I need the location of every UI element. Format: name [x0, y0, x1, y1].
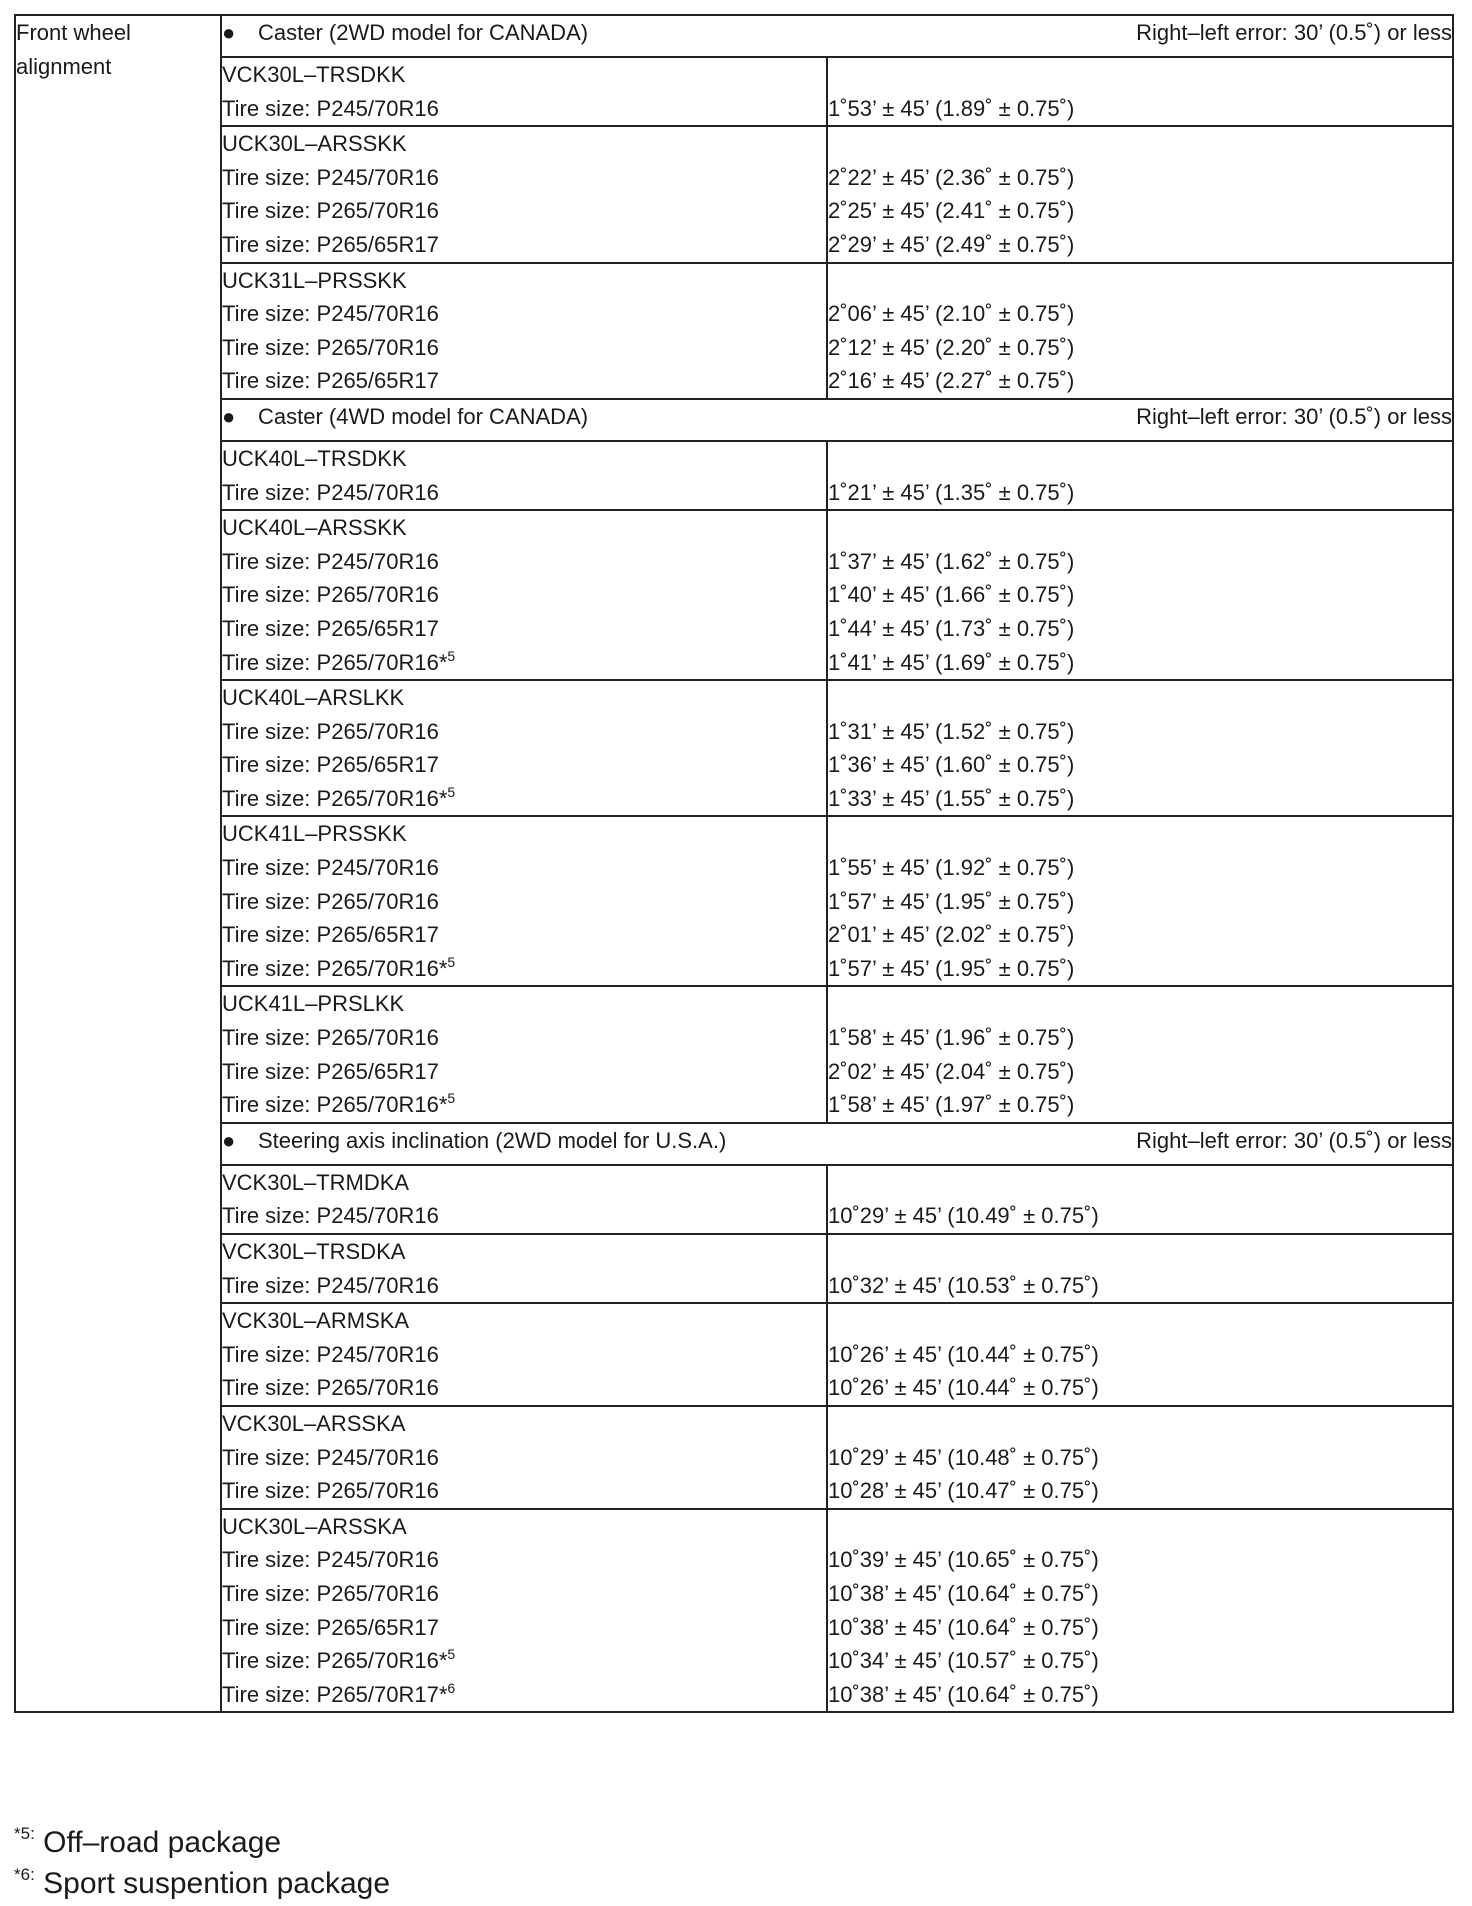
model-group-row — [15, 441, 1453, 510]
footnote-ref: 5 — [447, 1646, 456, 1663]
model-group-row — [15, 1406, 1453, 1509]
footnote-ref: 5 — [447, 783, 456, 800]
footnote-ref: 5 — [447, 953, 456, 970]
model-code: UCK30L–ARSSKA — [222, 1513, 407, 1539]
tire-size-text: Tire size: P265/70R16 — [222, 582, 439, 608]
spec-value: 1˚40’ ± 45’ (1.66˚ ± 0.75˚) — [828, 582, 1075, 608]
model-cell — [221, 441, 827, 510]
value-cell — [827, 1509, 1453, 1713]
model-code: VCK30L–ARMSKA — [222, 1308, 410, 1334]
spec-value: 1˚33’ ± 45’ (1.55˚ ± 0.75˚) — [828, 785, 1075, 811]
model-cell — [221, 986, 827, 1122]
value-cell — [827, 1165, 1453, 1234]
model-cell — [221, 510, 827, 680]
tire-size — [222, 578, 826, 612]
model-group-row — [15, 1165, 1453, 1234]
tire-size — [222, 646, 826, 680]
tire-size-text: Tire size: P265/65R17 — [222, 615, 439, 641]
spec-value: 1˚58’ ± 45’ (1.97˚ ± 0.75˚) — [828, 1092, 1075, 1118]
tire-size-text: Tire size: P265/70R17* — [222, 1681, 448, 1707]
spec-value: 10˚38’ ± 45’ (10.64˚ ± 0.75˚) — [828, 1681, 1099, 1707]
spec-value: 1˚55’ ± 45’ (1.92˚ ± 0.75˚) — [828, 855, 1075, 881]
tire-size — [222, 715, 826, 749]
spec-value: 1˚37’ ± 45’ (1.62˚ ± 0.75˚) — [828, 548, 1075, 574]
section-note: Right–left error: 30’ (0.5˚) or less — [1136, 403, 1452, 429]
spec-value: 10˚29’ ± 45’ (10.49˚ ± 0.75˚) — [828, 1203, 1099, 1229]
model-cell — [221, 57, 827, 126]
tire-size-text: Tire size: P265/70R16* — [222, 955, 448, 981]
tire-size — [222, 1055, 826, 1089]
spec-value: 2˚12’ ± 45’ (2.20˚ ± 0.75˚) — [828, 334, 1075, 360]
spec-value: 2˚29’ ± 45’ (2.49˚ ± 0.75˚) — [828, 231, 1075, 257]
tire-size — [222, 1199, 826, 1233]
blank-line — [828, 264, 1452, 298]
blank-line — [828, 127, 1452, 161]
spec-value: 1˚36’ ± 45’ (1.60˚ ± 0.75˚) — [828, 752, 1075, 778]
tire-size-text: Tire size: P245/70R16 — [222, 1444, 439, 1470]
model-group-row — [15, 510, 1453, 680]
model-cell — [221, 126, 827, 262]
value-cell — [827, 986, 1453, 1122]
tire-size — [222, 1269, 826, 1303]
tire-size-text: Tire size: P265/70R16 — [222, 1025, 439, 1051]
tire-size — [222, 1474, 826, 1508]
tire-size — [222, 1338, 826, 1372]
value-cell — [827, 126, 1453, 262]
tire-size-text: Tire size: P265/65R17 — [222, 1614, 439, 1640]
model-code: UCK31L–PRSSKK — [222, 267, 407, 293]
spec-value: 2˚22’ ± 45’ (2.36˚ ± 0.75˚) — [828, 164, 1075, 190]
footnotes — [14, 1822, 390, 1904]
tire-size-text: Tire size: P245/70R16 — [222, 855, 439, 881]
value-cell — [827, 1234, 1453, 1303]
tire-size-text: Tire size: P265/70R16* — [222, 1648, 448, 1674]
spec-table-body — [15, 15, 1453, 1712]
blank-line — [828, 1304, 1452, 1338]
tire-size — [222, 612, 826, 646]
row-label: Front wheel alignment — [15, 15, 221, 1712]
model-group-row — [15, 126, 1453, 262]
model-group-row — [15, 1303, 1453, 1406]
value-cell — [827, 816, 1453, 986]
spec-value: 1˚57’ ± 45’ (1.95˚ ± 0.75˚) — [828, 955, 1075, 981]
tire-size — [222, 476, 826, 510]
spec-value: 1˚58’ ± 45’ (1.96˚ ± 0.75˚) — [828, 1025, 1075, 1051]
tire-size — [222, 851, 826, 885]
tire-size-text: Tire size: P265/70R16 — [222, 198, 439, 224]
blank-line — [828, 511, 1452, 545]
section-header-row — [15, 399, 1453, 441]
tire-size-text: Tire size: P265/70R16 — [222, 1580, 439, 1606]
section-title: Caster (4WD model for CANADA) — [258, 403, 589, 429]
tire-size — [222, 1371, 826, 1405]
blank-line — [828, 817, 1452, 851]
model-cell — [221, 263, 827, 399]
tire-size — [222, 1021, 826, 1055]
tire-size — [222, 918, 826, 952]
model-code: VCK30L–TRSDKA — [222, 1239, 406, 1264]
tire-size — [222, 161, 826, 195]
model-group-row — [15, 680, 1453, 816]
spec-value: 2˚25’ ± 45’ (2.41˚ ± 0.75˚) — [828, 198, 1075, 224]
bullet-icon: ● — [222, 1127, 236, 1153]
model-code: UCK41L–PRSLKK — [222, 991, 405, 1017]
model-cell — [221, 1234, 827, 1303]
tire-size — [222, 228, 826, 262]
model-cell — [221, 1509, 827, 1713]
tire-size — [222, 364, 826, 398]
footnote-ref: 5 — [447, 1090, 456, 1107]
tire-size-text: Tire size: P245/70R16 — [222, 479, 439, 505]
model-cell — [221, 1303, 827, 1406]
tire-size-text: Tire size: P265/65R17 — [222, 922, 439, 948]
model-group-row — [15, 57, 1453, 126]
model-code: UCK30L–ARSSKK — [222, 131, 407, 157]
tire-size — [222, 92, 826, 126]
value-cell — [827, 1303, 1453, 1406]
tire-size-text: Tire size: P265/65R17 — [222, 1058, 439, 1084]
tire-size-text: Tire size: P265/65R17 — [222, 752, 439, 778]
footnote-text: Sport suspention package — [43, 1867, 391, 1900]
spec-value: 2˚06’ ± 45’ (2.10˚ ± 0.75˚) — [828, 301, 1075, 327]
tire-size — [222, 1441, 826, 1475]
tire-size — [222, 297, 826, 331]
model-cell — [221, 1165, 827, 1234]
model-group-row — [15, 816, 1453, 986]
blank-line — [828, 681, 1452, 715]
tire-size-text: Tire size: P245/70R16 — [222, 1547, 439, 1573]
tire-size — [222, 545, 826, 579]
tire-size-text: Tire size: P245/70R16 — [222, 95, 439, 121]
tire-size-text: Tire size: P245/70R16 — [222, 1272, 439, 1298]
tire-size-text: Tire size: P265/70R16 — [222, 1375, 439, 1401]
tire-size-text: Tire size: P245/70R16 — [222, 548, 439, 574]
tire-size-text: Tire size: P265/70R16* — [222, 1092, 448, 1118]
tire-size — [222, 1577, 826, 1611]
spec-value: 1˚57’ ± 45’ (1.95˚ ± 0.75˚) — [828, 888, 1075, 914]
section-header — [221, 399, 1453, 441]
spec-value: 10˚26’ ± 45’ (10.44˚ ± 0.75˚) — [828, 1375, 1099, 1401]
tire-size — [222, 748, 826, 782]
tire-size-text: Tire size: P265/70R16* — [222, 785, 448, 811]
section-title: Steering axis inclination (2WD model for U.S.A.) — [258, 1127, 727, 1153]
footnote — [14, 1863, 390, 1904]
value-cell — [827, 1406, 1453, 1509]
blank-line — [828, 1407, 1452, 1441]
section-note: Right–left error: 30’ (0.5˚) or less — [1136, 20, 1452, 45]
bullet-icon: ● — [222, 20, 236, 45]
tire-size — [222, 885, 826, 919]
blank-line — [828, 1235, 1452, 1269]
alignment-spec-table — [14, 14, 1454, 1713]
blank-line — [828, 58, 1452, 92]
tire-size-text: Tire size: P265/70R16 — [222, 334, 439, 360]
model-group-row — [15, 263, 1453, 399]
model-group-row — [15, 1509, 1453, 1713]
spec-value: 1˚53’ ± 45’ (1.89˚ ± 0.75˚) — [828, 95, 1075, 121]
tire-size-text: Tire size: P265/70R16 — [222, 1478, 439, 1504]
section-header-row — [15, 1123, 1453, 1165]
section-note: Right–left error: 30’ (0.5˚) or less — [1136, 1127, 1452, 1153]
footnote-ref: 6 — [447, 1679, 456, 1696]
spec-value: 1˚31’ ± 45’ (1.52˚ ± 0.75˚) — [828, 718, 1075, 744]
footnote-mark: *6: — [14, 1865, 35, 1884]
tire-size — [222, 1088, 826, 1122]
spec-value: 1˚21’ ± 45’ (1.35˚ ± 0.75˚) — [828, 479, 1075, 505]
model-code: VCK30L–TRSDKK — [222, 62, 406, 87]
section-header — [221, 15, 1453, 57]
tire-size-text: Tire size: P245/70R16 — [222, 301, 439, 327]
tire-size-text: Tire size: P245/70R16 — [222, 164, 439, 190]
footnote-mark: *5: — [14, 1824, 35, 1843]
footnote — [14, 1822, 390, 1863]
tire-size-text: Tire size: P265/65R17 — [222, 231, 439, 257]
spec-value: 2˚02’ ± 45’ (2.04˚ ± 0.75˚) — [828, 1058, 1075, 1084]
value-cell — [827, 441, 1453, 510]
model-cell — [221, 680, 827, 816]
spec-value: 1˚41’ ± 45’ (1.69˚ ± 0.75˚) — [828, 649, 1075, 675]
blank-line — [828, 987, 1452, 1021]
spec-value: 10˚34’ ± 45’ (10.57˚ ± 0.75˚) — [828, 1648, 1099, 1674]
spec-value: 10˚32’ ± 45’ (10.53˚ ± 0.75˚) — [828, 1272, 1099, 1298]
section-header-row — [15, 15, 1453, 57]
tire-size-text: Tire size: P265/70R16* — [222, 649, 448, 675]
tire-size-text: Tire size: P265/65R17 — [222, 368, 439, 394]
tire-size — [222, 194, 826, 228]
spec-value: 10˚39’ ± 45’ (10.65˚ ± 0.75˚) — [828, 1547, 1099, 1573]
footnote-ref: 5 — [447, 647, 456, 664]
model-code: UCK40L–TRSDKK — [222, 445, 407, 471]
tire-size — [222, 1611, 826, 1645]
spec-value: 10˚38’ ± 45’ (10.64˚ ± 0.75˚) — [828, 1614, 1099, 1640]
model-code: VCK30L–TRMDKA — [222, 1169, 410, 1195]
value-cell — [827, 57, 1453, 126]
spec-value: 10˚28’ ± 45’ (10.47˚ ± 0.75˚) — [828, 1478, 1099, 1504]
tire-size — [222, 331, 826, 365]
blank-line — [828, 442, 1452, 476]
spec-value: 10˚38’ ± 45’ (10.64˚ ± 0.75˚) — [828, 1580, 1099, 1606]
spec-value: 1˚44’ ± 45’ (1.73˚ ± 0.75˚) — [828, 615, 1075, 641]
model-cell — [221, 816, 827, 986]
value-cell — [827, 680, 1453, 816]
model-code: UCK41L–PRSSKK — [222, 821, 407, 847]
blank-line — [828, 1510, 1452, 1544]
model-group-row — [15, 1234, 1453, 1303]
bullet-icon: ● — [222, 403, 236, 429]
model-group-row — [15, 986, 1453, 1122]
model-code: VCK30L–ARSSKA — [222, 1410, 406, 1436]
section-title: Caster (2WD model for CANADA) — [258, 20, 589, 45]
tire-size-text: Tire size: P265/70R16 — [222, 888, 439, 914]
spec-value: 2˚16’ ± 45’ (2.27˚ ± 0.75˚) — [828, 368, 1075, 394]
tire-size-text: Tire size: P265/70R16 — [222, 718, 439, 744]
tire-size — [222, 1644, 826, 1678]
tire-size-text: Tire size: P245/70R16 — [222, 1341, 439, 1367]
spec-value: 10˚26’ ± 45’ (10.44˚ ± 0.75˚) — [828, 1341, 1099, 1367]
tire-size — [222, 952, 826, 986]
blank-line — [828, 1166, 1452, 1200]
model-code: UCK40L–ARSLKK — [222, 685, 405, 711]
model-code: UCK40L–ARSSKK — [222, 515, 407, 541]
footnote-text: Off–road package — [43, 1826, 282, 1859]
spec-value: 10˚29’ ± 45’ (10.48˚ ± 0.75˚) — [828, 1444, 1099, 1470]
tire-size — [222, 782, 826, 816]
spec-value: 2˚01’ ± 45’ (2.02˚ ± 0.75˚) — [828, 922, 1075, 948]
value-cell — [827, 510, 1453, 680]
tire-size — [222, 1543, 826, 1577]
tire-size-text: Tire size: P245/70R16 — [222, 1203, 439, 1229]
section-header — [221, 1123, 1453, 1165]
model-cell — [221, 1406, 827, 1509]
tire-size — [222, 1678, 826, 1712]
value-cell — [827, 263, 1453, 399]
